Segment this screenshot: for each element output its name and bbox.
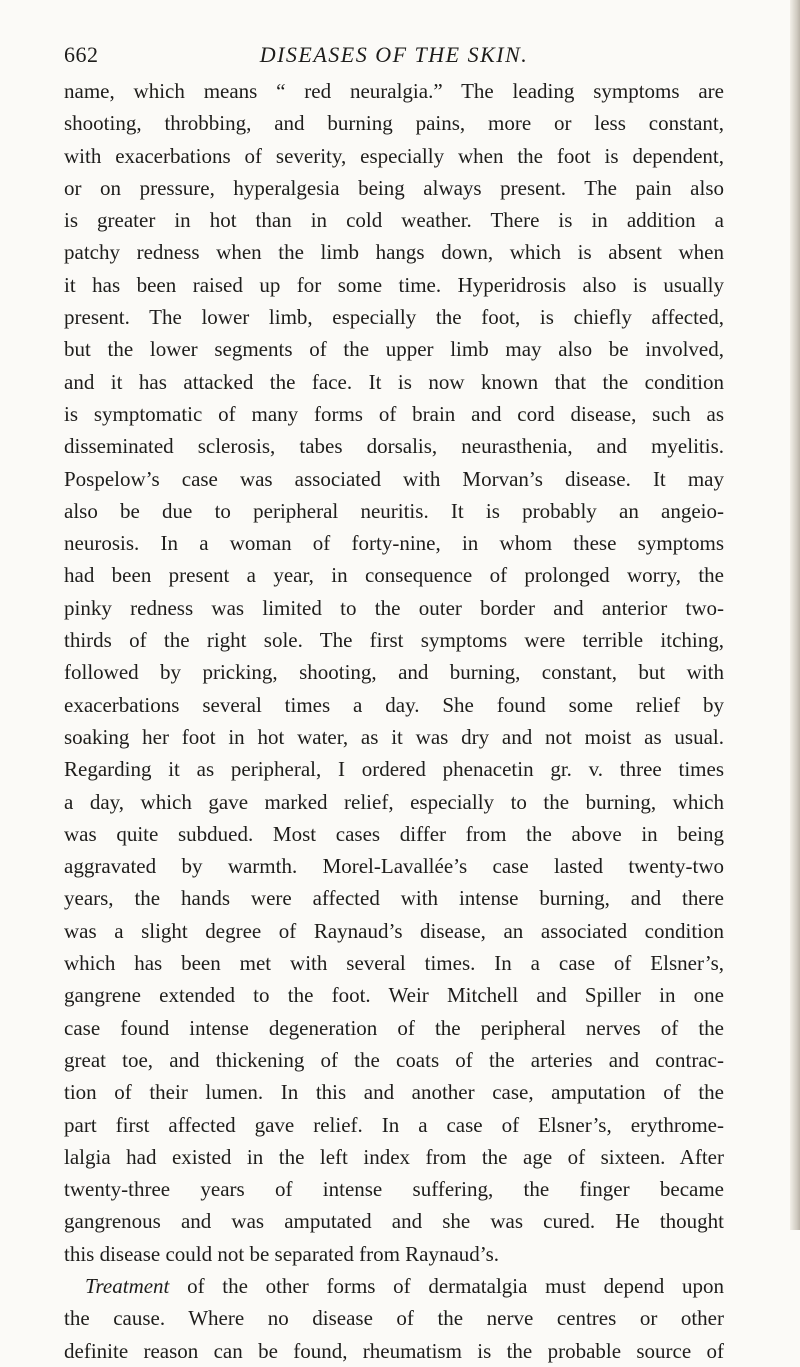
treatment-line-rest: of the other forms of dermatalgia must depend upon [169, 1273, 724, 1298]
treatment-heading: Treatment [85, 1273, 170, 1298]
text-line: neurosis. In a woman of forty-nine, in whom these symptoms [64, 531, 724, 556]
text-line: is greater in hot than in cold weather. There is in addition a [64, 208, 724, 233]
text-line: lalgia had existed in the left index from the age of sixteen. After [64, 1144, 724, 1169]
text-line: a day, which gave marked relief, especially to the burning, which [64, 789, 724, 814]
text-line: patchy redness when the limb hangs down, which is absent when [64, 240, 724, 265]
text-line: definite reason can be found, rheumatism is the probable source of [64, 1338, 724, 1363]
text-line: present. The lower limb, especially the foot, is chiefly affected, [64, 305, 724, 330]
text-line: had been present a year, in consequence of prolonged worry, the [64, 563, 724, 588]
text-line: shooting, throbbing, and burning pains, more or less constant, [64, 111, 724, 136]
text-line: the cause. Where no disease of the nerve centres or other [64, 1306, 724, 1331]
text-line: aggravated by warmth. Morel-Lavallée’s case lasted twenty-two [64, 854, 724, 879]
text-line: great toe, and thickening of the coats of the arteries and contrac- [64, 1047, 724, 1072]
page-number: 662 [64, 42, 99, 67]
text-line: which has been met with several times. In a case of Elsner’s, [64, 951, 724, 976]
text-line: followed by pricking, shooting, and burning, constant, but with [64, 660, 724, 685]
text-line: part first affected gave relief. In a case of Elsner’s, erythrome- [64, 1112, 724, 1137]
text-line: tion of their lumen. In this and another case, amputation of the [64, 1080, 724, 1105]
text-line: it has been raised up for some time. Hyperidrosis also is usually [64, 272, 724, 297]
text-line: Pospelow’s case was associated with Morvan’s disease. It may [64, 466, 724, 491]
text-line: also be due to peripheral neuritis. It is probably an angeio- [64, 498, 724, 523]
text-line: with exacerbations of severity, especially when the foot is dependent, [64, 143, 724, 168]
paragraph-end-line: this disease could not be separated from Raynaud’s. [64, 1241, 500, 1266]
running-head: DISEASES OF THE SKIN. [259, 42, 529, 67]
text-line: gangrenous and was amputated and she was cured. He thought [64, 1209, 724, 1234]
text-line: was a slight degree of Raynaud’s disease, an associated condition [64, 918, 724, 943]
text-line: gangrene extended to the foot. Weir Mitchell and Spiller in one [64, 983, 724, 1008]
text-line: Regarding it as peripheral, I ordered phenacetin gr. v. three times [64, 757, 724, 782]
text-line: is symptomatic of many forms of brain and cord disease, such as [64, 401, 724, 426]
text-line: but the lower segments of the upper limb may also be involved, [64, 337, 724, 362]
text-line: pinky redness was limited to the outer border and anterior two- [64, 595, 724, 620]
text-line: case found intense degeneration of the peripheral nerves of the [64, 1015, 724, 1040]
text-line: years, the hands were affected with intense burning, and there [64, 886, 724, 911]
text-line: soaking her foot in hot water, as it was dry and not moist as usual. [64, 724, 724, 749]
text-line: or on pressure, hyperalgesia being always present. The pain also [64, 175, 724, 200]
text-line: disseminated sclerosis, tabes dorsalis, neurasthenia, and myelitis. [64, 434, 724, 459]
body-text [64, 75, 724, 1367]
text-line: thirds of the right sole. The first symptoms were terrible itching, [64, 628, 724, 653]
page-edge [790, 0, 800, 1230]
text-line: and it has attacked the face. It is now known that the condition [64, 369, 724, 394]
text-line: name, which means “ red neuralgia.” The leading symptoms are [64, 79, 724, 103]
text-line: exacerbations several times a day. She found some relief by [64, 692, 724, 717]
text-line: twenty-three years of intense suffering, the finger became [64, 1177, 724, 1202]
text-line: was quite subdued. Most cases differ from the above in being [64, 821, 724, 846]
treatment-paragraph-first-line [64, 1270, 724, 1302]
